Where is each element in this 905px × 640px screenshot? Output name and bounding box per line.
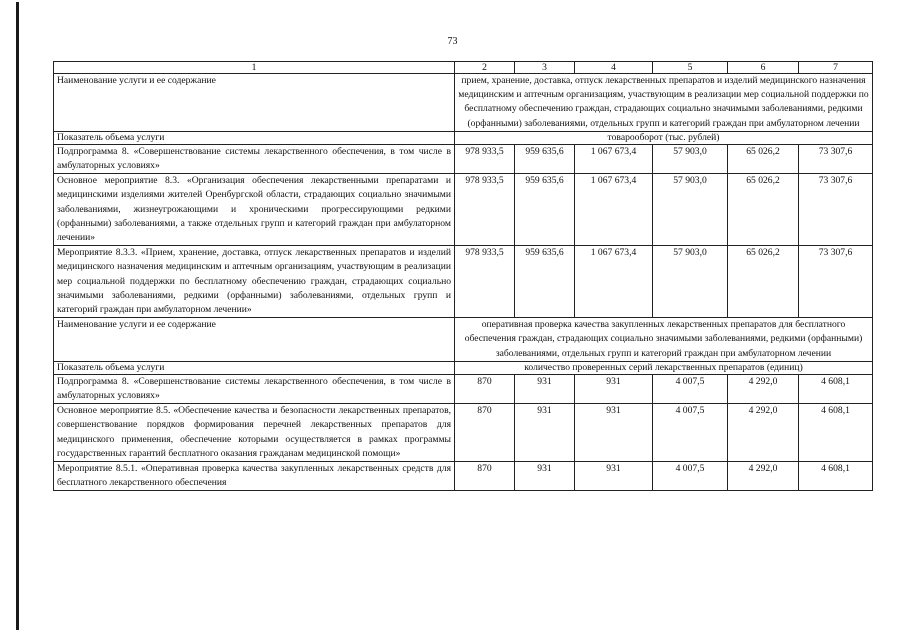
value-cell: 4 608,1 bbox=[799, 374, 873, 403]
value-cell: 978 933,5 bbox=[455, 246, 515, 318]
table-row bbox=[54, 404, 873, 462]
value-cell: 65 026,2 bbox=[728, 144, 799, 173]
value-cell: 4 292,0 bbox=[728, 374, 799, 403]
page-number: 73 bbox=[447, 36, 458, 47]
indicator-row bbox=[54, 361, 873, 374]
value-cell: 959 635,6 bbox=[515, 144, 575, 173]
table-row bbox=[54, 374, 873, 403]
service-name-row bbox=[54, 74, 873, 132]
value-cell: 73 307,6 bbox=[799, 144, 873, 173]
value-cell: 931 bbox=[515, 462, 575, 491]
row-label: Мероприятие 8.3.3. «Прием, хранение, доставка, отпуск лекарственных препаратов и изделий медицинского назначения медицинским и аптечным организациям, участвующим в реализации мер социальной поддержки по бесплатному обеспечению граждан, страдающих социально значимыми заболеваниями, редкими (орфанными) заболеваниями, отдельных групп и категорий граждан при амбулаторном лечении» bbox=[54, 246, 455, 318]
page-binding-line bbox=[16, 2, 19, 630]
value-cell: 57 903,0 bbox=[653, 144, 728, 173]
service-description: оперативная проверка качества закупленных лекарственных препаратов для бесплатного обеспечения граждан, страдающих социально значимыми заболеваниями, редкими (орфанными) заболеваниями, отдельных групп и категорий граждан при амбулаторном лечении bbox=[455, 318, 873, 362]
value-cell: 73 307,6 bbox=[799, 174, 873, 246]
table-row bbox=[54, 144, 873, 173]
value-cell: 4 007,5 bbox=[653, 374, 728, 403]
table-row bbox=[54, 462, 873, 491]
indicator-label: Показатель объема услуги bbox=[54, 361, 455, 374]
value-cell: 978 933,5 bbox=[455, 144, 515, 173]
value-cell: 870 bbox=[455, 374, 515, 403]
value-cell: 1 067 673,4 bbox=[575, 174, 653, 246]
value-cell: 4 608,1 bbox=[799, 404, 873, 462]
service-name-row bbox=[54, 318, 873, 362]
value-cell: 931 bbox=[575, 404, 653, 462]
row-label: Подпрограмма 8. «Совершенствование системы лекарственного обеспечения, в том числе в амбулаторных условиях» bbox=[54, 144, 455, 173]
column-number: 1 bbox=[54, 62, 455, 74]
value-cell: 73 307,6 bbox=[799, 246, 873, 318]
table-row bbox=[54, 174, 873, 246]
row-label: Основное мероприятие 8.3. «Организация обеспечения лекарственными препаратами и медицинскими изделиями жителей Оренбургской области, страдающих социально значимыми заболеваниями, жизнеугрожающими и хроническими прогрессирующими редкими (орфанными) заболеваниями, а также отдельных групп и категорий граждан при амбулаторном лечении» bbox=[54, 174, 455, 246]
value-cell: 870 bbox=[455, 404, 515, 462]
value-cell: 931 bbox=[575, 374, 653, 403]
service-label: Наименование услуги и ее содержание bbox=[54, 74, 455, 132]
indicator-text: количество проверенных серий лекарственных препаратов (единиц) bbox=[455, 361, 873, 374]
value-cell: 978 933,5 bbox=[455, 174, 515, 246]
services-table bbox=[53, 61, 873, 491]
column-number: 6 bbox=[728, 62, 799, 74]
value-cell: 1 067 673,4 bbox=[575, 144, 653, 173]
column-number: 4 bbox=[575, 62, 653, 74]
column-number: 3 bbox=[515, 62, 575, 74]
value-cell: 931 bbox=[575, 462, 653, 491]
value-cell: 4 292,0 bbox=[728, 404, 799, 462]
row-label: Подпрограмма 8. «Совершенствование системы лекарственного обеспечения, в том числе в амбулаторных условиях» bbox=[54, 374, 455, 403]
table-row bbox=[54, 246, 873, 318]
service-description: прием, хранение, доставка, отпуск лекарственных препаратов и изделий медицинского назначения медицинским и аптечным организациям, участвующим в реализации мер социальной поддержки по бесплатному обеспечению граждан, страдающих социально значимыми заболеваниями, редкими (орфанными) заболеваниями, отдельных групп и категорий граждан при амбулаторном лечении bbox=[455, 74, 873, 132]
column-number: 5 bbox=[653, 62, 728, 74]
value-cell: 4 608,1 bbox=[799, 462, 873, 491]
value-cell: 4 007,5 bbox=[653, 462, 728, 491]
value-cell: 57 903,0 bbox=[653, 246, 728, 318]
column-number: 2 bbox=[455, 62, 515, 74]
value-cell: 1 067 673,4 bbox=[575, 246, 653, 318]
column-number: 7 bbox=[799, 62, 873, 74]
value-cell: 931 bbox=[515, 404, 575, 462]
value-cell: 931 bbox=[515, 374, 575, 403]
indicator-row bbox=[54, 131, 873, 144]
value-cell: 959 635,6 bbox=[515, 246, 575, 318]
row-label: Мероприятие 8.5.1. «Оперативная проверка качества закупленных лекарственных средств для бесплатного лекарственного обеспечения bbox=[54, 462, 455, 491]
indicator-label: Показатель объема услуги bbox=[54, 131, 455, 144]
service-label: Наименование услуги и ее содержание bbox=[54, 318, 455, 362]
value-cell: 870 bbox=[455, 462, 515, 491]
column-number-row bbox=[54, 62, 873, 74]
value-cell: 65 026,2 bbox=[728, 174, 799, 246]
value-cell: 4 007,5 bbox=[653, 404, 728, 462]
value-cell: 57 903,0 bbox=[653, 174, 728, 246]
indicator-text: товарооборот (тыс. рублей) bbox=[455, 131, 873, 144]
value-cell: 4 292,0 bbox=[728, 462, 799, 491]
value-cell: 65 026,2 bbox=[728, 246, 799, 318]
value-cell: 959 635,6 bbox=[515, 174, 575, 246]
row-label: Основное мероприятие 8.5. «Обеспечение качества и безопасности лекарственных препаратов, совершенствование порядков формирования перечней лекарственных препаратов для медицинского применения, обеспечение которыми осуществляется в рамках программы государственных гарантий бесплатного оказания гражданам медицинской помощи» bbox=[54, 404, 455, 462]
